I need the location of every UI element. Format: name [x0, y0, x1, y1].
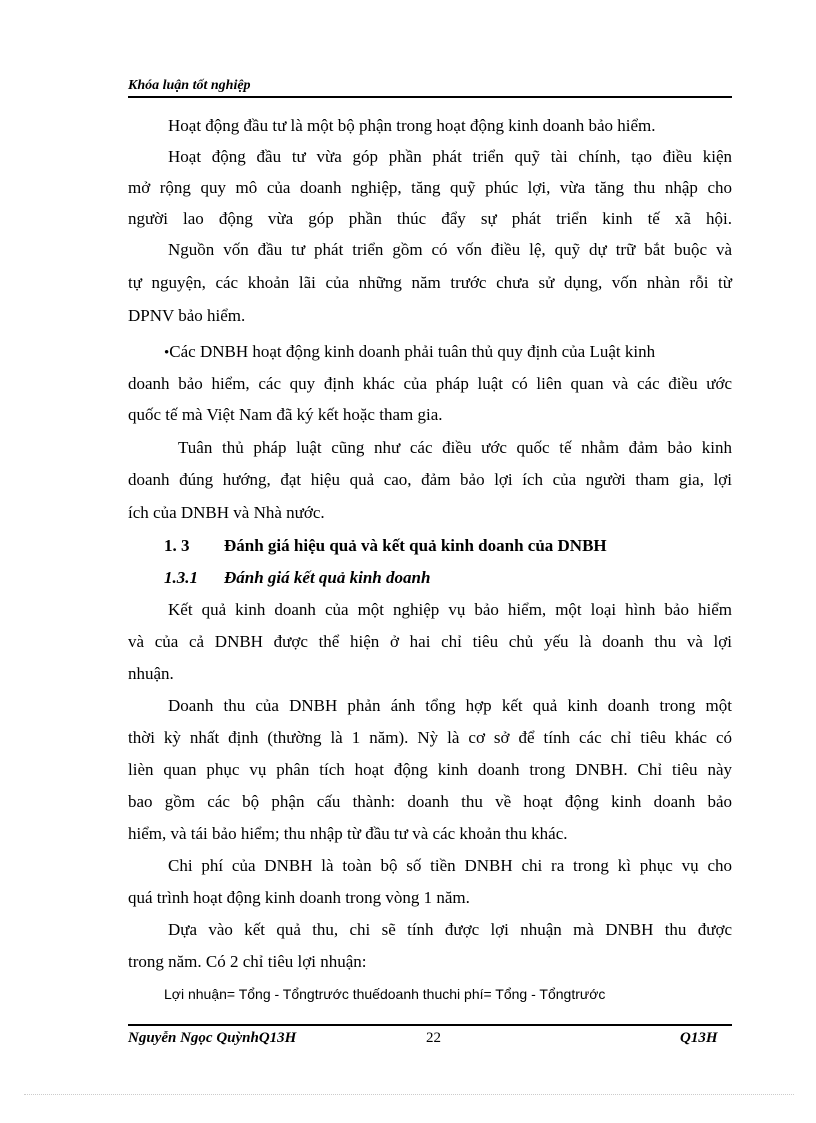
paragraph-line: hiểm, và tái bảo hiểm; thu nhập từ đầu tư và các khoản thu khác.: [128, 824, 568, 843]
paragraph-line: thời kỳ nhất định (thường là 1 năm). Nỳ là cơ sở để tính các chỉ tiêu khác có: [128, 728, 732, 747]
paragraph-line: tự nguyện, các khoản lãi của những năm trước chưa sử dụng, vốn nhàn rỗi từ: [128, 273, 732, 292]
footer-author: Nguyễn Ngọc QuỳnhQ13H: [128, 1030, 297, 1046]
paragraph-line: Chi phí của DNBH là toàn bộ số tiền DNBH chi ra trong kì phục vụ cho: [168, 856, 732, 875]
footer-rule: [128, 1024, 732, 1026]
running-header: Khóa luận tốt nghiệp: [128, 78, 251, 93]
section-number: 1. 3: [164, 536, 190, 555]
paragraph-line: doanh bảo hiểm, các quy định khác của pháp luật có liên quan và các điều ước: [128, 374, 732, 393]
section-heading: [164, 536, 607, 556]
subsection-title: Đánh giá kết quả kinh doanh: [224, 568, 431, 587]
footer-class-code: Q13H: [680, 1030, 718, 1046]
bullet-icon: •: [164, 345, 170, 361]
paragraph-line: trong năm. Có 2 chỉ tiêu lợi nhuận:: [128, 952, 367, 971]
page-edge-divider: [24, 1094, 794, 1095]
section-title: Đánh giá hiệu quả và kết quả kinh doanh của DNBH: [224, 536, 607, 555]
profit-formula: Lợi nhuận= Tổng - Tổngtrước thuếdoanh thuchi phí= Tổng - Tổngtrước: [164, 986, 606, 1002]
paragraph-line: Hoạt động đầu tư vừa góp phần phát triển quỹ tài chính, tạo điều kiện: [168, 147, 732, 166]
paragraph-line: DPNV bảo hiểm.: [128, 306, 246, 325]
paragraph-line: Doanh thu của DNBH phản ánh tổng hợp kết quả kinh doanh trong một: [168, 696, 732, 715]
header-rule: [128, 96, 732, 98]
paragraph-line: quốc tế mà Việt Nam đã ký kết hoặc tham gia.: [128, 405, 443, 424]
page-number: 22: [426, 1030, 441, 1046]
paragraph-line: Tuân thủ pháp luật cũng như các điều ước quốc tế nhằm đảm bảo kinh: [178, 438, 732, 457]
paragraph-line: Dựa vào kết quả thu, chi sẽ tính được lợi nhuận mà DNBH thu được: [168, 920, 732, 939]
paragraph-line: người lao động vừa góp phần thúc đẩy sự phát triển kinh tế xã hội.: [128, 209, 732, 228]
paragraph-line: quá trình hoạt động kinh doanh trong vòng 1 năm.: [128, 888, 470, 907]
paragraph-line: nhuận.: [128, 664, 174, 683]
bullet-paragraph: [164, 342, 732, 362]
paragraph-line: ích của DNBH và Nhà nước.: [128, 503, 325, 522]
paragraph-line: Các DNBH hoạt động kinh doanh phải tuân thủ quy định của Luật kinh: [169, 342, 656, 361]
paragraph-line: Hoạt động đầu tư là một bộ phận trong hoạt động kinh doanh bảo hiểm.: [168, 116, 656, 135]
subsection-heading: [164, 568, 430, 588]
paragraph-line: lièn quan phục vụ phân tích hoạt động kinh doanh trong DNBH. Chỉ tiêu này: [128, 760, 732, 779]
paragraph-line: doanh đúng hướng, đạt hiệu quả cao, đảm bảo lợi ích của người tham gia, lợi: [128, 470, 732, 489]
paragraph-line: Kết quả kinh doanh của một nghiệp vụ bảo hiểm, một loại hình bảo hiểm: [168, 600, 732, 619]
paragraph-line: bao gồm các bộ phận cấu thành: doanh thu về hoạt động kinh doanh bảo: [128, 792, 732, 811]
paragraph-line: mở rộng quy mô của doanh nghiệp, tăng quỹ phúc lợi, vừa tăng thu nhập cho: [128, 178, 732, 197]
paragraph-line: Nguồn vốn đầu tư phát triển gồm có vốn điều lệ, quỹ dự trữ bắt buộc và: [168, 240, 732, 259]
subsection-number: 1.3.1: [164, 568, 198, 587]
paragraph-line: và của cả DNBH được thể hiện ở hai chỉ tiêu chủ yếu là doanh thu và lợi: [128, 632, 732, 651]
